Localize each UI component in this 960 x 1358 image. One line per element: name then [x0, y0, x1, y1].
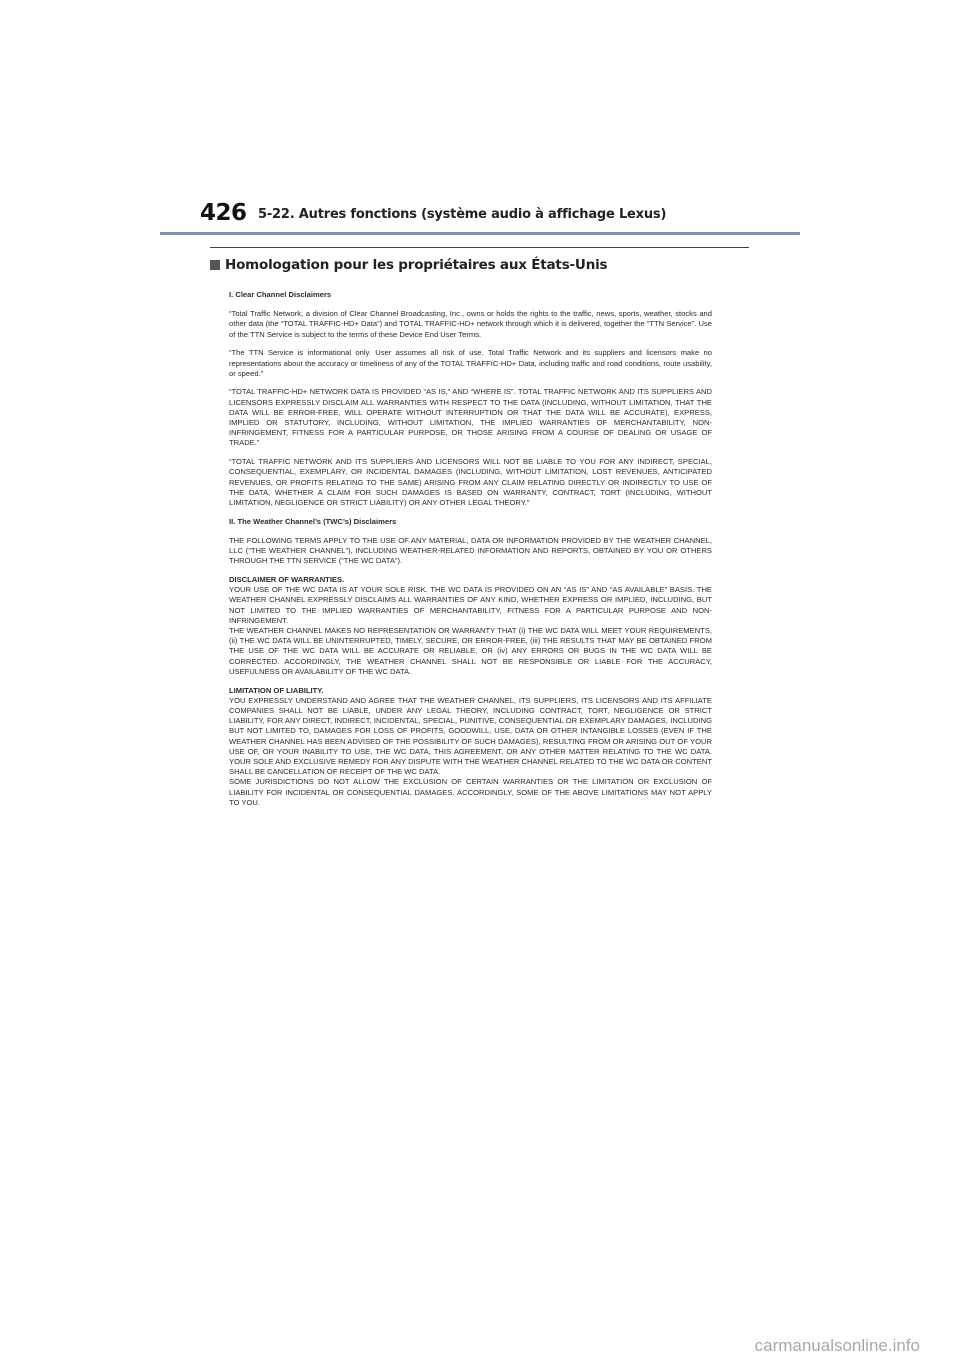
paragraph: YOUR USE OF THE WC DATA IS AT YOUR SOLE RISK. THE WC DATA IS PROVIDED ON AN “AS IS” AND “AS AVAILABLE” BASIS. THE WEATHER CHANNEL EXPRESSLY DISCLAIMS ALL WARRANTIES OF ANY KIND, WHETHER EXPRESS OR IMPLIED, INCLUDING, BUT NOT LIMITED TO THE IMPLIED WARRANTIES OF MERCHANTABILITY, FITNESS FOR A PARTICULAR PURPOSE AND NON-INFRINGEMENT. [229, 585, 712, 625]
square-bullet-icon [210, 260, 220, 270]
disclaimer-heading: DISCLAIMER OF WARRANTIES. [229, 574, 345, 584]
section-heading-text: Homologation pour les propriétaires aux États-Unis [225, 257, 608, 273]
paragraph: SOME JURISDICTIONS DO NOT ALLOW THE EXCLUSION OF CERTAIN WARRANTIES OR THE LIMITATION OR EXCLUSION OF LIABILITY FOR INCIDENTAL OR CONSEQUENTIAL DAMAGES. ACCORDINGLY, SOME OF THE ABOVE LIMITATIONS MAY NOT APPLY TO YOU. [229, 777, 712, 807]
watermark: carmanualsonline.info [754, 1336, 920, 1355]
header-rule [160, 232, 800, 235]
paragraph: YOU EXPRESSLY UNDERSTAND AND AGREE THAT THE WEATHER CHANNEL, ITS SUPPLIERS, ITS LICENSORS AND ITS AFFILIATE COMPANIES SHALL NOT BE LIABLE, UNDER ANY LEGAL THEORY, INCLUDING CONTRACT, TORT, NEGLIGENCE OR STRICT LIABILITY, FOR ANY DIRECT, INDIRECT, INCIDENTAL, SPECIAL, PUNITIVE, CONSEQUENTIAL OR EXEMPLARY DAMAGES, INCLUDING BUT NOT LIMITED TO, DAMAGES FOR LOSS OF PROFITS, GOODWILL, USE, DATA OR OTHER INTANGIBLE LOSSES (EVEN IF THE WEATHER CHANNEL HAS BEEN ADVISED OF THE POSSIBILITY OF SUCH DAMAGES), RESULTING FROM OR ARISING OUT OF YOUR USE OF, OR YOUR INABILITY TO USE, THE WC DATA, THIS AGREEMENT, OR ANY OTHER MATTER RELATING TO THE WC DATA. YOUR SOLE AND EXCLUSIVE REMEDY FOR ANY DISPUTE WITH THE WEATHER CHANNEL RELATED TO THE WC DATA OR CONTENT SHALL BE CANCELLATION OF RECEIPT OF THE WC DATA. [229, 695, 712, 777]
clear-channel-heading: I. Clear Channel Disclaimers [229, 290, 332, 299]
limitation-heading: LIMITATION OF LIABILITY. [229, 685, 324, 695]
paragraph: “Total Traffic Network, a division of Clear Channel Broadcasting, Inc., owns or holds the rights to the traffic, news, sports, weather, stocks and other data (the “TOTAL TRAFFIC-HD+ Data”) and TOTAL TRAFFIC-HD+ network through which it is delivered, together the “TTN Service”. Use of the TTN Service is subject to the terms of these Device End User Terms. [229, 309, 712, 339]
paragraph: “The TTN Service is informational only. User assumes all risk of use. Total Traffic Network and its suppliers and licensors make no representations about the accuracy or timeliness of any of the TOTAL TRAFFIC-HD+ Data, including traffic and road conditions, route usability, or speed.” [229, 348, 712, 378]
section-divider [210, 247, 749, 248]
paragraph: “TOTAL TRAFFIC NETWORK AND ITS SUPPLIERS AND LICENSORS WILL NOT BE LIABLE TO YOU FOR ANY INDIRECT, SPECIAL, CONSEQUENTIAL, EXEMPLARY, OR INCIDENTAL DAMAGES (INCLUDING, WITHOUT LIMITATION, LOST REVENUES, ANTICIPATED REVENUES, OR PROFITS RELATING TO THE SAME) ARISING FROM ANY CLAIM RELATING DIRECTLY OR INDIRECTLY TO USE OF THE DATA, WHETHER A CLAIM FOR SUCH DAMAGES IS BASED ON WARRANTY, CONTRACT, TORT (INCLUDING, WITHOUT LIMITATION, NEGLIGENCE OR STRICT LIABILITY) OR ANY OTHER LEGAL THEORY.” [229, 457, 712, 507]
legal-text-block [229, 290, 712, 816]
page-number: 426 [200, 200, 247, 226]
paragraph: THE WEATHER CHANNEL MAKES NO REPRESENTATION OR WARRANTY THAT (i) THE WC DATA WILL MEET YOUR REQUIREMENTS, (ii) THE WC DATA WILL BE UNINTERRUPTED, TIMELY, SECURE, OR ERROR-FREE, (iii) THE RESULTS THAT MAY BE OBTAINED FROM THE USE OF THE WC DATA WILL BE ACCURATE OR RELIABLE, OR (iv) ANY ERRORS OR BUGS IN THE WC DATA WILL BE CORRECTED. ACCORDINGLY, THE WEATHER CHANNEL SHALL NOT BE RESPONSIBLE OR LIABLE FOR THE ACCURACY, USEFULNESS OR AVAILABILITY OF THE WC DATA. [229, 625, 712, 676]
chapter-title: 5-22. Autres fonctions (système audio à affichage Lexus) [258, 207, 667, 222]
section-heading [210, 257, 607, 273]
paragraph: THE FOLLOWING TERMS APPLY TO THE USE OF ANY MATERIAL, DATA OR INFORMATION PROVIDED BY THE WEATHER CHANNEL, LLC (“THE WEATHER CHANNEL”), INCLUDING WEATHER-RELATED INFORMATION AND REPORTS, OBTAINED BY YOU OR OTHERS THROUGH THE TTN SERVICE (“THE WC DATA”). [229, 535, 712, 566]
paragraph: “TOTAL TRAFFIC-HD+ NETWORK DATA IS PROVIDED “AS IS,” AND “WHERE IS”. TOTAL TRAFFIC NETWORK AND ITS SUPPLIERS AND LICENSORS EXPRESSLY DISCLAIM ALL WARRANTIES WITH RESPECT TO THE DATA (INCLUDING, WITHOUT LIMITATION, THAT THE DATA WILL BE ERROR-FREE, WILL OPERATE WITHOUT INTERRUPTION OR THAT THE DATA WILL BE ACCURATE), EXPRESS, IMPLIED OR STATUTORY, INCLUDING, WITHOUT LIMITATION, THE IMPLIED WARRANTIES OF MERCHANTABILITY, NON-INFRINGEMENT, FITNESS FOR A PARTICULAR PURPOSE, OR THOSE ARISING FROM A COURSE OF DEALING OR USAGE OF TRADE.” [229, 387, 712, 448]
twc-heading: II. The Weather Channel’s (TWC’s) Disclaimers [229, 516, 397, 526]
